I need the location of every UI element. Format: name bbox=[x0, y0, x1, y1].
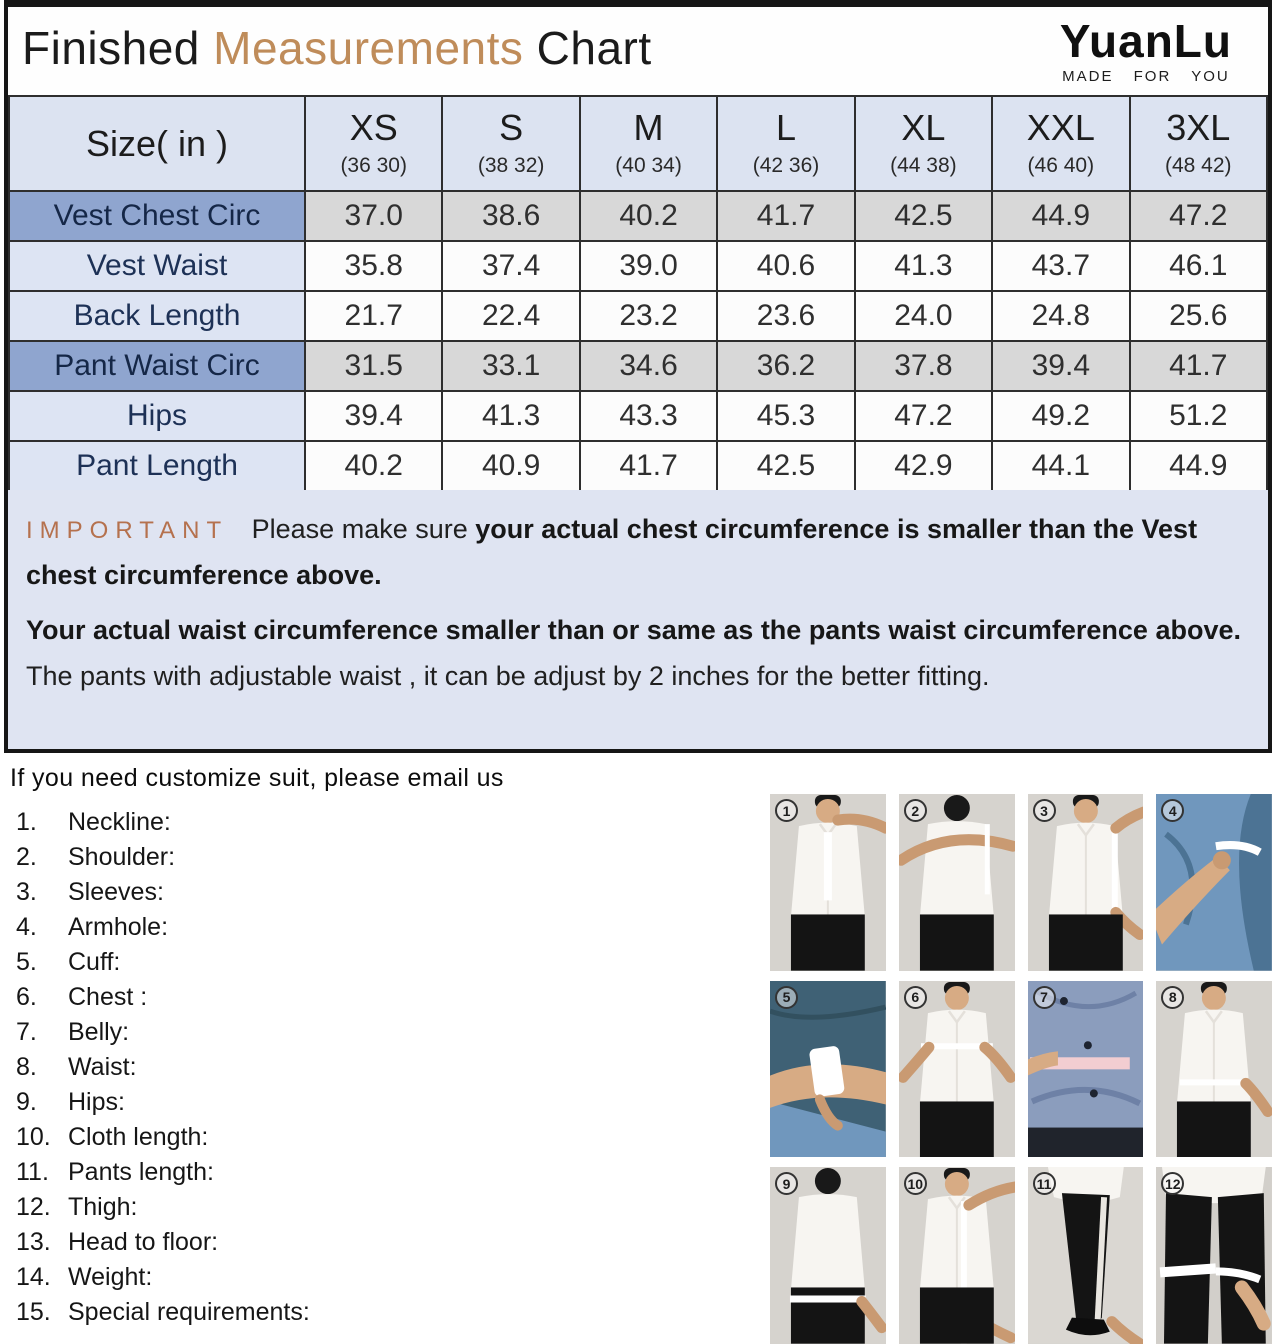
measurement-value: 51.2 bbox=[1130, 391, 1267, 441]
size-name: XXL bbox=[1026, 107, 1095, 149]
important-notes bbox=[8, 490, 1268, 749]
size-table-row bbox=[9, 341, 1267, 391]
measure-photo-sleeves bbox=[1028, 794, 1144, 971]
measurement-value: 44.9 bbox=[1130, 441, 1267, 491]
measurement-value: 31.5 bbox=[305, 341, 442, 391]
list-item-number: 7. bbox=[16, 1018, 37, 1046]
customize-list-item bbox=[16, 1155, 736, 1190]
measurement-value: 40.2 bbox=[580, 191, 717, 241]
measurement-value: 41.7 bbox=[1130, 341, 1267, 391]
size-name: XS bbox=[349, 107, 398, 149]
measurement-value: 40.6 bbox=[717, 241, 854, 291]
measurement-value: 41.3 bbox=[855, 241, 992, 291]
list-item-label: Shoulder: bbox=[68, 843, 176, 871]
customize-list-item bbox=[16, 805, 736, 840]
list-item-label: Pants length: bbox=[68, 1158, 214, 1186]
important-label: IMPORTANT bbox=[26, 517, 229, 544]
measurement-row-label: Hips bbox=[9, 391, 305, 441]
chart-header bbox=[8, 7, 1268, 95]
note-paragraph-waist: Your actual waist circumference smaller than or same as the pants waist circumference above. The pants with adjustable waist , it can be adjust by 2 inches for the better fitting. bbox=[26, 614, 1241, 692]
customize-list-item bbox=[16, 945, 736, 980]
page-title bbox=[22, 21, 652, 75]
measure-photo-neckline bbox=[770, 794, 886, 971]
size-name: M bbox=[633, 107, 664, 149]
photo-number-badge: 1 bbox=[775, 799, 798, 822]
size-column-header bbox=[992, 96, 1129, 191]
measure-photo-cloth-length bbox=[899, 1167, 1015, 1344]
size-table-row bbox=[9, 291, 1267, 341]
customize-list-item bbox=[16, 1085, 736, 1120]
customize-list-item bbox=[16, 1190, 736, 1225]
list-item-number: 14. bbox=[16, 1263, 51, 1291]
customize-list-item bbox=[16, 1120, 736, 1155]
measurement-value: 44.1 bbox=[992, 441, 1129, 491]
size-table-row bbox=[9, 441, 1267, 491]
measurement-value: 41.3 bbox=[442, 391, 579, 441]
brand-name: YuanLu bbox=[1059, 15, 1232, 67]
customize-list-item bbox=[16, 875, 736, 910]
title-word-chart: Chart bbox=[536, 22, 652, 74]
measure-photo-belly bbox=[1028, 981, 1144, 1158]
photo-number-badge: 3 bbox=[1033, 799, 1056, 822]
measurement-row-label: Pant Waist Circ bbox=[9, 341, 305, 391]
measurement-row-label: Pant Length bbox=[9, 441, 305, 491]
measurement-value: 47.2 bbox=[855, 391, 992, 441]
size-column-header bbox=[1130, 96, 1267, 191]
size-sub-label: (46 40) bbox=[1027, 153, 1095, 177]
list-item-number: 12. bbox=[16, 1193, 51, 1221]
measure-photo-shoulder bbox=[899, 794, 1015, 971]
list-item-number: 15. bbox=[16, 1298, 51, 1326]
measurement-value: 23.2 bbox=[580, 291, 717, 341]
size-sub-label: (42 36) bbox=[752, 153, 820, 177]
size-table-row bbox=[9, 241, 1267, 291]
list-item-number: 13. bbox=[16, 1228, 51, 1256]
note-paragraph-chest: IMPORTANT Please make sure your actual chest circumference is smaller than the Vest chest circumference above. bbox=[26, 514, 1198, 591]
measurement-chart-panel bbox=[4, 0, 1272, 753]
customize-list-item bbox=[16, 840, 736, 875]
measurement-value: 42.9 bbox=[855, 441, 992, 491]
photo-number-badge: 5 bbox=[775, 986, 798, 1009]
photo-number-badge: 9 bbox=[775, 1172, 798, 1195]
size-table bbox=[8, 95, 1268, 492]
measurement-row-label: Vest Chest Circ bbox=[9, 191, 305, 241]
list-item-label: Belly: bbox=[68, 1018, 130, 1046]
list-item-number: 3. bbox=[16, 878, 37, 906]
title-word-measurements: Measurements bbox=[213, 22, 524, 74]
measure-photo-pants-length bbox=[1028, 1167, 1144, 1344]
photo-number-badge: 7 bbox=[1033, 986, 1056, 1009]
size-name: 3XL bbox=[1166, 107, 1231, 149]
measure-photo-cuff bbox=[770, 981, 886, 1158]
list-item-label: Waist: bbox=[68, 1053, 137, 1081]
measurement-value: 24.0 bbox=[855, 291, 992, 341]
measurement-value: 45.3 bbox=[717, 391, 854, 441]
brand-logo bbox=[1060, 17, 1232, 85]
photo-number-badge: 4 bbox=[1161, 799, 1184, 822]
customize-list-item bbox=[16, 1015, 736, 1050]
measurement-value: 43.7 bbox=[992, 241, 1129, 291]
size-column-header bbox=[717, 96, 854, 191]
list-item-number: 2. bbox=[16, 843, 37, 871]
customize-list-item bbox=[16, 1260, 736, 1295]
list-item-number: 11. bbox=[16, 1158, 49, 1186]
measurement-value: 33.1 bbox=[442, 341, 579, 391]
measurement-value: 40.2 bbox=[305, 441, 442, 491]
measurement-value: 42.5 bbox=[717, 441, 854, 491]
measurement-value: 38.6 bbox=[442, 191, 579, 241]
list-item-number: 1. bbox=[16, 808, 37, 836]
customize-list-item bbox=[16, 910, 736, 945]
customize-list-item bbox=[16, 980, 736, 1015]
photo-number-badge: 8 bbox=[1161, 986, 1184, 1009]
measurement-value: 37.4 bbox=[442, 241, 579, 291]
measurement-value: 41.7 bbox=[580, 441, 717, 491]
list-item-label: Weight: bbox=[68, 1263, 153, 1291]
size-sub-label: (48 42) bbox=[1164, 153, 1232, 177]
customize-list-item bbox=[16, 1295, 736, 1330]
photo-number-badge: 11 bbox=[1033, 1172, 1056, 1195]
measurement-value: 42.5 bbox=[855, 191, 992, 241]
list-item-label: Head to floor: bbox=[68, 1228, 219, 1256]
list-item-number: 4. bbox=[16, 913, 37, 941]
size-name: XL bbox=[901, 107, 946, 149]
size-table-row bbox=[9, 391, 1267, 441]
list-item-label: Neckline: bbox=[68, 808, 171, 836]
list-item-number: 8. bbox=[16, 1053, 37, 1081]
list-item-label: Cloth length: bbox=[68, 1123, 209, 1151]
measurement-photo-grid bbox=[770, 794, 1272, 1344]
size-sub-label: (36 30) bbox=[340, 153, 407, 177]
size-sub-label: (44 38) bbox=[890, 153, 957, 177]
measurement-row-label: Back Length bbox=[9, 291, 305, 341]
size-table-corner-label: Size( in ) bbox=[9, 96, 305, 191]
photo-number-badge: 6 bbox=[904, 986, 927, 1009]
measurement-value: 23.6 bbox=[717, 291, 854, 341]
brand-tagline: MADE FOR YOU bbox=[1062, 68, 1230, 86]
measurement-row-label: Vest Waist bbox=[9, 241, 305, 291]
measurement-value: 46.1 bbox=[1130, 241, 1267, 291]
measurement-value: 21.7 bbox=[305, 291, 442, 341]
size-column-header bbox=[580, 96, 717, 191]
measurement-value: 35.8 bbox=[305, 241, 442, 291]
measurement-value: 37.8 bbox=[855, 341, 992, 391]
measurement-value: 24.8 bbox=[992, 291, 1129, 341]
list-item-label: Armhole: bbox=[68, 913, 169, 941]
measure-photo-hips bbox=[770, 1167, 886, 1344]
measurement-value: 40.9 bbox=[442, 441, 579, 491]
photo-number-badge: 12 bbox=[1161, 1172, 1184, 1195]
size-column-header bbox=[442, 96, 579, 191]
customize-list-item bbox=[16, 1050, 736, 1085]
measurement-value: 44.9 bbox=[992, 191, 1129, 241]
list-item-label: Sleeves: bbox=[68, 878, 164, 906]
measurement-value: 39.0 bbox=[580, 241, 717, 291]
measure-photo-armhole bbox=[1156, 794, 1272, 971]
list-item-label: Special requirements: bbox=[68, 1298, 310, 1326]
measure-photo-thigh bbox=[1156, 1167, 1272, 1344]
measurement-value: 47.2 bbox=[1130, 191, 1267, 241]
title-word-finished: Finished bbox=[22, 22, 200, 74]
list-item-label: Chest : bbox=[68, 983, 148, 1011]
size-table-row bbox=[9, 191, 1267, 241]
size-name: S bbox=[499, 107, 524, 149]
measurement-value: 39.4 bbox=[992, 341, 1129, 391]
size-column-header bbox=[305, 96, 442, 191]
customize-measurement-list bbox=[16, 805, 736, 1330]
list-item-number: 5. bbox=[16, 948, 37, 976]
photo-number-badge: 10 bbox=[904, 1172, 927, 1195]
list-item-label: Cuff: bbox=[68, 948, 121, 976]
list-item-number: 10. bbox=[16, 1123, 51, 1151]
measurement-value: 49.2 bbox=[992, 391, 1129, 441]
customize-heading: If you need customize suit, please email us bbox=[10, 764, 504, 792]
list-item-number: 6. bbox=[16, 983, 37, 1011]
list-item-number: 9. bbox=[16, 1088, 37, 1116]
customize-list-item bbox=[16, 1225, 736, 1260]
measurement-value: 39.4 bbox=[305, 391, 442, 441]
size-name: L bbox=[775, 107, 796, 149]
measurement-value: 34.6 bbox=[580, 341, 717, 391]
measurement-value: 22.4 bbox=[442, 291, 579, 341]
size-column-header bbox=[855, 96, 992, 191]
size-table-header-row bbox=[9, 96, 1267, 191]
measurement-value: 25.6 bbox=[1130, 291, 1267, 341]
measurement-value: 37.0 bbox=[305, 191, 442, 241]
size-sub-label: (38 32) bbox=[477, 153, 545, 177]
list-item-label: Thigh: bbox=[68, 1193, 138, 1221]
measurement-value: 43.3 bbox=[580, 391, 717, 441]
list-item-label: Hips: bbox=[68, 1088, 125, 1116]
measure-photo-waist bbox=[1156, 981, 1272, 1158]
size-sub-label: (40 34) bbox=[615, 153, 682, 177]
photo-number-badge: 2 bbox=[904, 799, 927, 822]
measure-photo-chest bbox=[899, 981, 1015, 1158]
measurement-value: 36.2 bbox=[717, 341, 854, 391]
measurement-value: 41.7 bbox=[717, 191, 854, 241]
